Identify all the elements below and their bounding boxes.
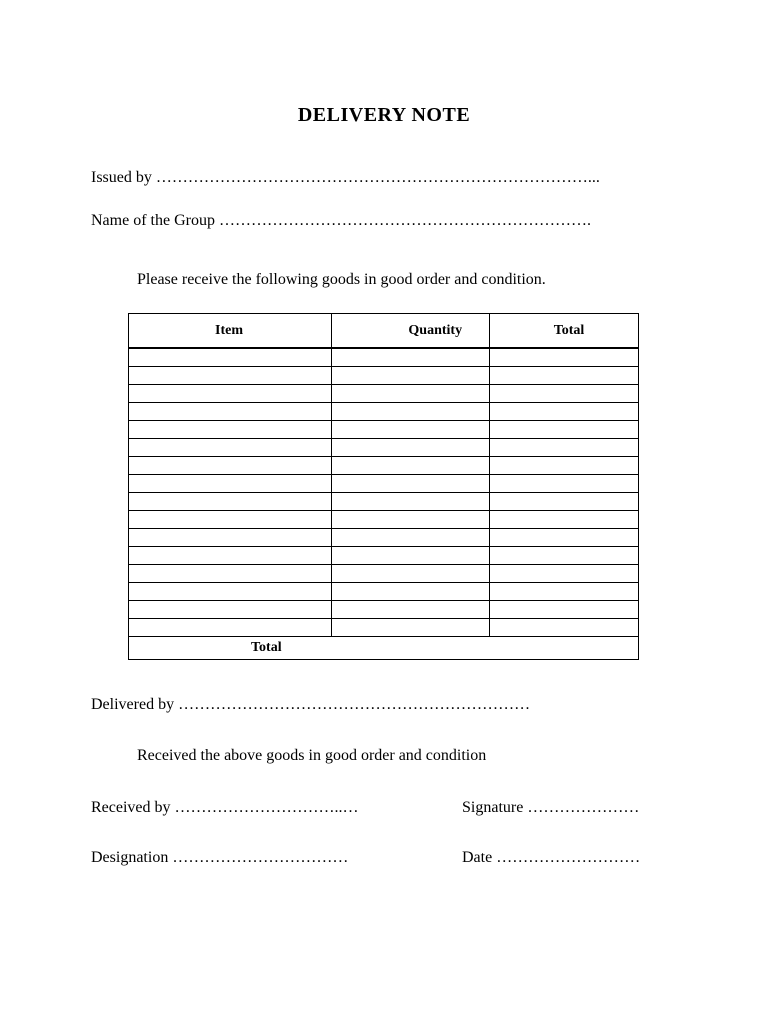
date-field: Date ……………………… — [462, 849, 641, 866]
item-cell — [129, 529, 332, 547]
total-cell — [489, 439, 638, 457]
item-cell — [129, 547, 332, 565]
total-cell — [489, 457, 638, 475]
table-row — [129, 547, 639, 565]
quantity-cell — [332, 565, 489, 583]
quantity-cell — [332, 511, 489, 529]
total-cell — [489, 348, 638, 367]
table-row — [129, 511, 639, 529]
quantity-cell — [332, 439, 489, 457]
item-cell — [129, 583, 332, 601]
table-row — [129, 421, 639, 439]
table-row — [129, 385, 639, 403]
table-row — [129, 348, 639, 367]
item-cell — [129, 565, 332, 583]
quantity-cell — [332, 529, 489, 547]
quantity-cell — [332, 475, 489, 493]
total-cell — [489, 367, 638, 385]
item-cell — [129, 421, 332, 439]
table-row — [129, 529, 639, 547]
quantity-cell — [332, 583, 489, 601]
item-cell — [129, 475, 332, 493]
designation-field: Designation …………………………… — [91, 849, 349, 866]
delivered-by-field: Delivered by ………………………………………………………… — [91, 696, 531, 713]
column-header-quantity: Quantity — [332, 314, 489, 349]
total-cell — [489, 583, 638, 601]
total-cell — [489, 565, 638, 583]
table-row — [129, 583, 639, 601]
total-cell — [489, 493, 638, 511]
table-header-row — [129, 314, 639, 349]
item-cell — [129, 367, 332, 385]
group-name-field: Name of the Group ……………………………………………………………. — [91, 212, 591, 229]
quantity-cell — [332, 385, 489, 403]
total-cell — [489, 421, 638, 439]
total-cell — [489, 547, 638, 565]
total-cell — [489, 403, 638, 421]
quantity-cell — [332, 457, 489, 475]
table-row — [129, 475, 639, 493]
item-cell — [129, 385, 332, 403]
table-row — [129, 439, 639, 457]
quantity-cell — [332, 367, 489, 385]
total-cell — [489, 511, 638, 529]
quantity-cell — [332, 348, 489, 367]
item-cell — [129, 439, 332, 457]
total-cell — [489, 475, 638, 493]
item-cell — [129, 348, 332, 367]
table-row — [129, 565, 639, 583]
quantity-cell — [332, 601, 489, 619]
goods-table — [128, 313, 639, 660]
quantity-cell — [332, 403, 489, 421]
page-title: DELIVERY NOTE — [297, 104, 471, 126]
item-cell — [129, 619, 332, 637]
received-statement: Received the above goods in good order and condition — [137, 747, 487, 764]
table-row — [129, 493, 639, 511]
table-total-label: Total — [129, 637, 639, 660]
total-cell — [489, 529, 638, 547]
item-cell — [129, 601, 332, 619]
signature-field: Signature ………………… — [462, 799, 640, 816]
table-row — [129, 367, 639, 385]
quantity-cell — [332, 421, 489, 439]
item-cell — [129, 457, 332, 475]
column-header-item: Item — [129, 314, 332, 349]
quantity-cell — [332, 493, 489, 511]
table-row — [129, 601, 639, 619]
issued-by-field: Issued by ………………………………………………………………………... — [91, 169, 600, 186]
received-by-field: Received by …………………………..… — [91, 799, 359, 816]
quantity-cell — [332, 619, 489, 637]
table-row — [129, 403, 639, 421]
column-header-total: Total — [489, 314, 638, 349]
total-cell — [489, 601, 638, 619]
intro-statement: Please receive the following goods in good order and condition. — [137, 271, 546, 288]
item-cell — [129, 403, 332, 421]
total-cell — [489, 385, 638, 403]
total-cell — [489, 619, 638, 637]
table-footer-row — [129, 637, 639, 660]
item-cell — [129, 493, 332, 511]
table-row — [129, 457, 639, 475]
item-cell — [129, 511, 332, 529]
table-body — [129, 348, 639, 637]
table-row — [129, 619, 639, 637]
quantity-cell — [332, 547, 489, 565]
